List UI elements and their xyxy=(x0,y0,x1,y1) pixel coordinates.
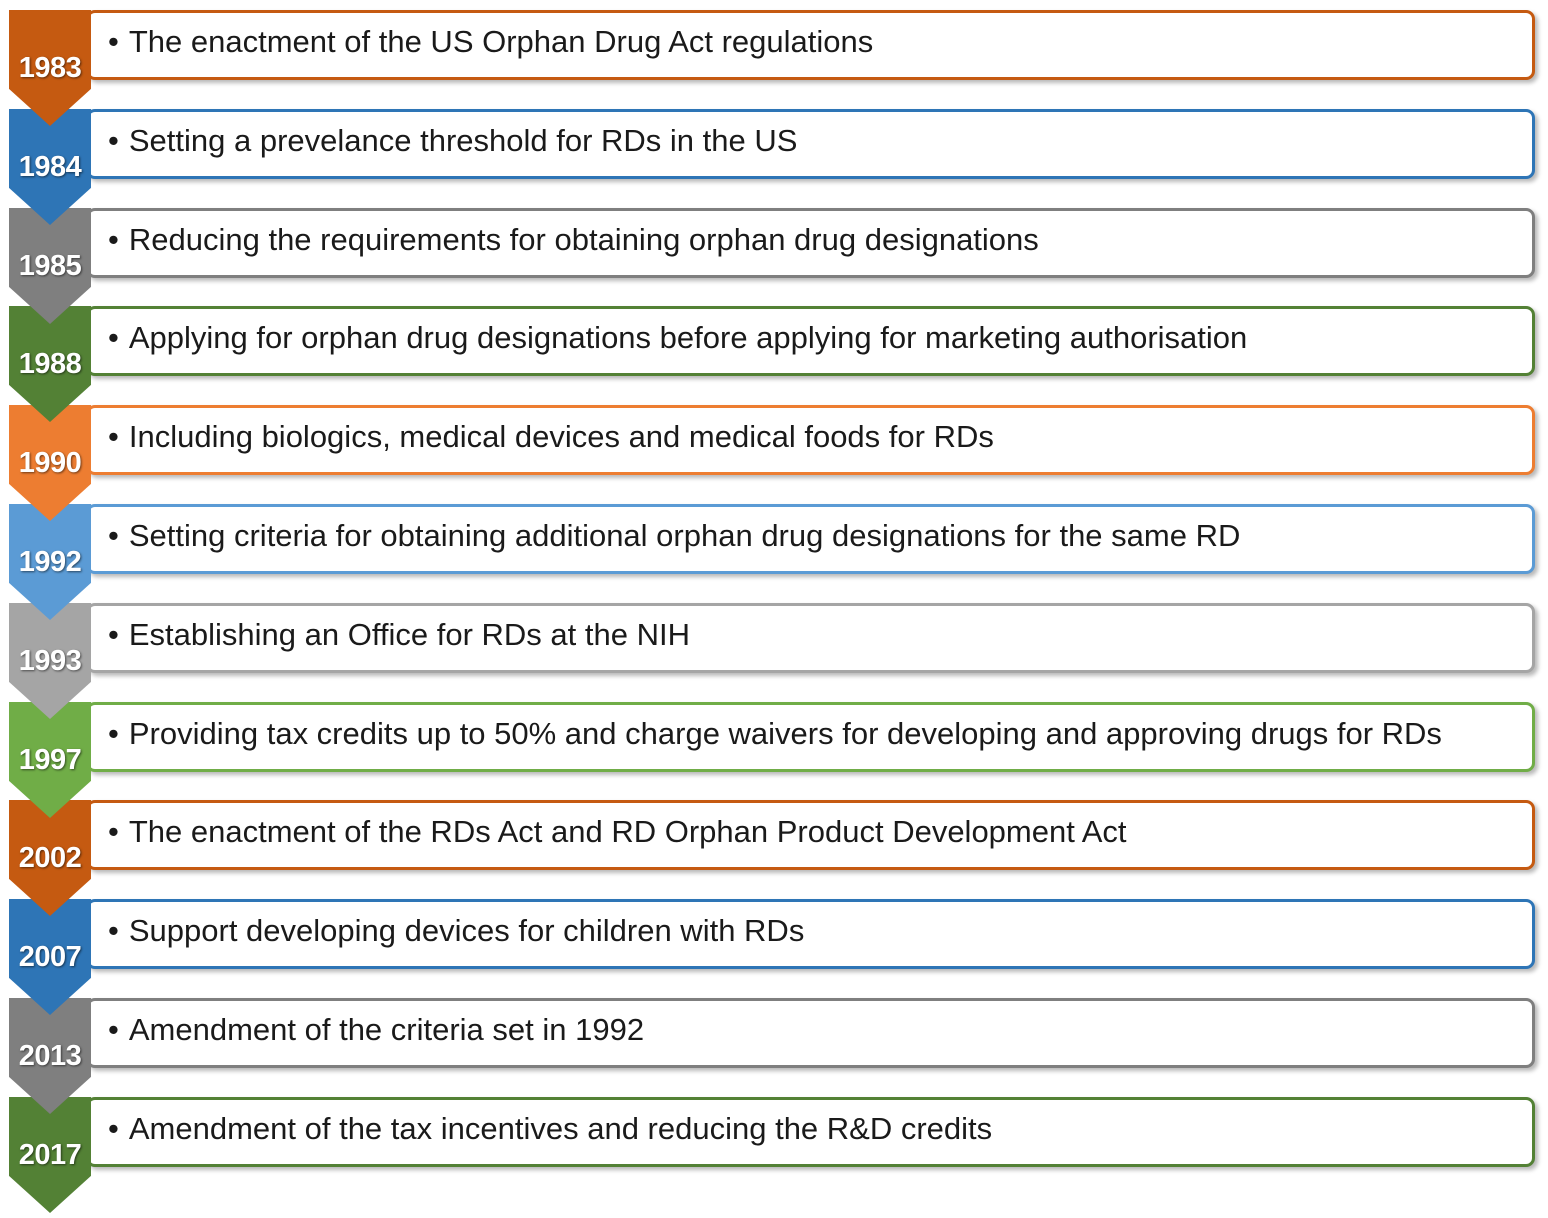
year-label: 1983 xyxy=(18,52,82,84)
bullet-icon: • xyxy=(108,913,119,948)
event-text: Reducing the requirements for obtaining orphan drug designations xyxy=(128,222,1039,257)
bullet-icon: • xyxy=(108,1012,119,1047)
year-label: 2017 xyxy=(18,1139,82,1171)
timeline-row-1983 xyxy=(0,10,1548,128)
bullet-icon: • xyxy=(108,814,119,849)
bullet-icon: • xyxy=(108,320,119,355)
bullet-icon: • xyxy=(108,222,119,257)
event-description xyxy=(108,518,1240,554)
year-label: 1990 xyxy=(18,447,82,479)
event-text: Establishing an Office for RDs at the NIH xyxy=(128,617,690,652)
event-text: Amendment of the criteria set in 1992 xyxy=(128,1012,645,1047)
event-description xyxy=(108,617,690,653)
event-description xyxy=(108,123,797,159)
year-label: 1985 xyxy=(18,250,82,282)
event-text: Including biologics, medical devices and medical foods for RDs xyxy=(128,419,994,454)
year-label: 1988 xyxy=(18,348,82,380)
bullet-icon: • xyxy=(108,419,119,454)
year-label: 2007 xyxy=(18,941,82,973)
year-label: 1984 xyxy=(18,151,82,183)
event-description xyxy=(108,1012,644,1048)
event-text: Setting criteria for obtaining additional orphan drug designations for the same RD xyxy=(128,518,1241,553)
bullet-icon: • xyxy=(108,518,119,553)
bullet-icon: • xyxy=(108,617,119,652)
event-description xyxy=(108,222,1039,258)
event-text: The enactment of the RDs Act and RD Orphan Product Development Act xyxy=(128,814,1127,849)
year-label: 2013 xyxy=(18,1040,82,1072)
event-description xyxy=(108,24,873,60)
event-description xyxy=(108,716,1442,752)
bullet-icon: • xyxy=(108,123,119,158)
event-text: The enactment of the US Orphan Drug Act regulations xyxy=(128,24,874,59)
bullet-icon: • xyxy=(108,716,119,751)
bullet-icon: • xyxy=(108,24,119,59)
event-text: Setting a prevelance threshold for RDs in the US xyxy=(128,123,798,158)
year-label: 1997 xyxy=(18,744,82,776)
event-description xyxy=(108,419,994,455)
event-text: Applying for orphan drug designations before applying for marketing authorisation xyxy=(128,320,1248,355)
event-text: Support developing devices for children with RDs xyxy=(128,913,805,948)
event-description xyxy=(108,913,804,949)
event-text: Providing tax credits up to 50% and charge waivers for developing and approving drugs for RDs xyxy=(128,716,1442,751)
event-text: Amendment of the tax incentives and reducing the R&D credits xyxy=(128,1111,993,1146)
year-label: 2002 xyxy=(18,842,82,874)
event-description xyxy=(108,1111,992,1147)
year-label: 1992 xyxy=(18,546,82,578)
year-label: 1993 xyxy=(18,645,82,677)
bullet-icon: • xyxy=(108,1111,119,1146)
